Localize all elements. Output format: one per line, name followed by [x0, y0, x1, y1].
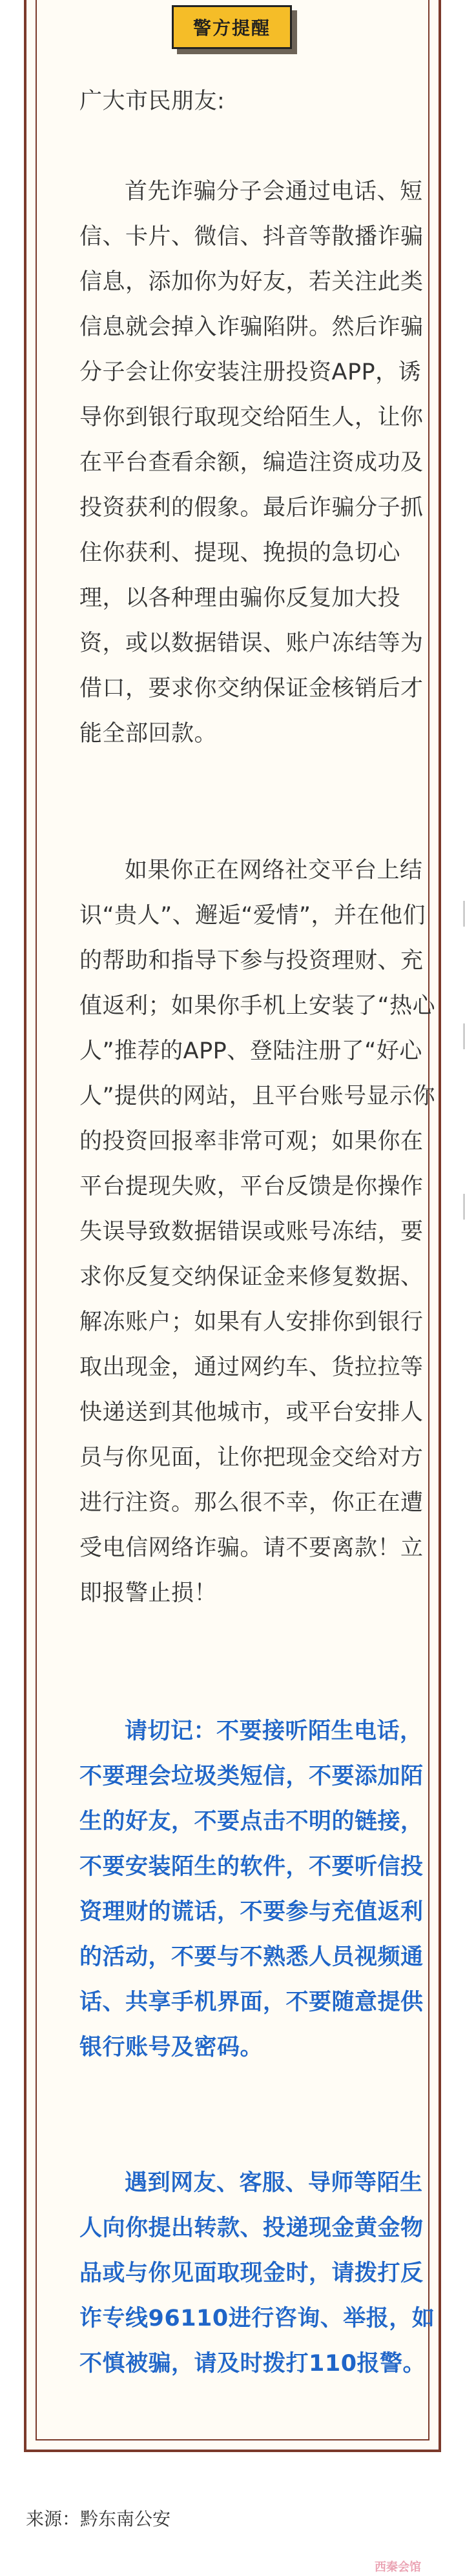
page-title: 警方提醒 — [172, 5, 292, 49]
paragraph-fraud-process: 首先诈骗分子会通过电话、短信、卡片、微信、抖音等散播诈骗信息，添加你为好友，若关注此类信息就会掉入诈骗陷阱。然后诈骗分子会让你安装注册投资APP，诱导你到银行取现交给陌生人，让你在平台查看余额，编造注资成功及投资获利的假象。最后诈骗分子抓住你获利、提现、挽损的急切心理，以各种理由骗你反复加大投资，或以数据错误、账户冻结等为借口，要求你交纳保证金核销后才能全部回款。 — [79, 179, 424, 747]
paragraph-reminders: 请切记：不要接听陌生电话，不要理会垃圾类短信，不要添加陌生的好友，不要点击不明的链接，不要安装陌生的软件，不要听信投资理财的谎话，不要参与充值返利的活动，不要与不熟悉人员视频通话、共享手机界面，不要随意提供银行账号及密码。 — [79, 1718, 424, 2060]
warning-card — [24, 0, 441, 2452]
paragraph-hotline: 遇到网友、客服、导师等陌生人向你提出转款、投递现金黄金物品或与你见面取现金时，请拨打反诈专线96110进行咨询、举报，如不慎被骗，请及时拨打110报警。 — [79, 2170, 435, 2377]
paragraph-fraud-signs: 如果你正在网络社交平台上结识“贵人”、邂逅“爱情”，并在他们的帮助和指导下参与投资理财、充值返利；如果你手机上安装了“热心人”推荐的APP、登陆注册了“好心人”提供的网站，且平台账号显示你的投资回报率非常可观；如果你在平台提现失败，平台反馈是你操作失误导致数据错误或账号冻结，要求你反复交纳保证金来修复数据、解冻账户；如果有人安排你到银行取出现金，通过网约车、货拉拉等快递送到其他城市，或平台安排人员与你见面，让你把现金交给对方进行注资。那么很不幸，你正在遭受电信网络诈骗。请不要离款！立即报警止损！ — [79, 858, 436, 1606]
watermark-logo: 西秦会馆 — [375, 2561, 421, 2574]
title-badge — [172, 5, 297, 54]
source-credit: 来源：黔东南公安 — [26, 2508, 171, 2530]
greeting-text: 广大市民朋友: — [79, 88, 225, 114]
